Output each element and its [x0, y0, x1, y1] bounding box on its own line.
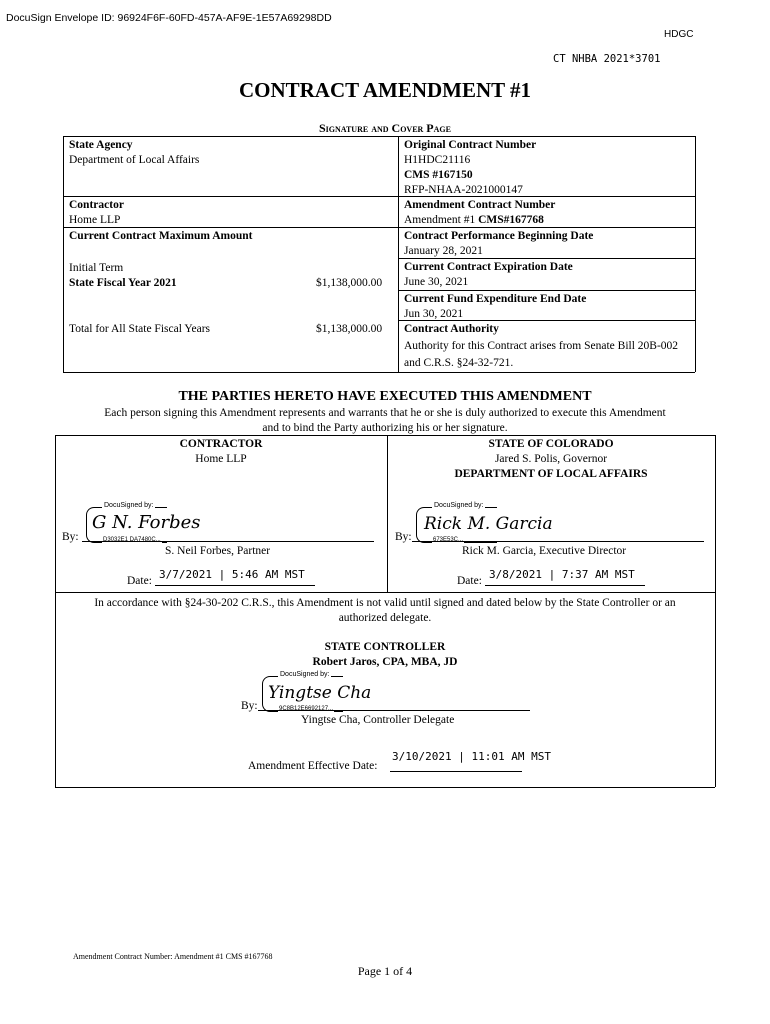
signature-id: D3032E1 DA7480C...	[103, 537, 161, 543]
page-number: Page 1 of 4	[357, 964, 413, 978]
performance-date-label: Contract Performance Beginning Date	[404, 230, 594, 242]
fund-end-date-label: Current Fund Expenditure End Date	[404, 293, 587, 305]
table-top-border	[63, 136, 695, 137]
ct-code: CT NHBA 2021*3701	[553, 53, 661, 65]
state-department: DEPARTMENT OF LOCAL AFFAIRS	[454, 468, 648, 480]
date-line	[155, 585, 315, 586]
total-label: Total for All State Fiscal Years	[69, 323, 211, 335]
parties-text-2: and to bind the Party authorizing his or her signature.	[262, 422, 508, 434]
authority-label: Contract Authority	[404, 323, 499, 335]
table-row-divider	[398, 290, 695, 291]
table-divider	[398, 136, 399, 372]
signature-box-top	[55, 435, 715, 436]
header-code: HDGC	[664, 29, 694, 40]
signature-line	[412, 541, 704, 542]
original-contract-label: Original Contract Number	[404, 139, 537, 151]
controller-heading: STATE CONTROLLER	[324, 641, 446, 653]
by-label: By:	[241, 700, 258, 712]
controller-signer: Yingtse Cha, Controller Delegate	[301, 714, 455, 726]
page-title: CONTRACT AMENDMENT #1	[238, 78, 532, 102]
effective-date-label: Amendment Effective Date:	[248, 760, 378, 772]
authority-line-2: and C.R.S. §24-32-721.	[404, 357, 514, 369]
expiration-date-value: June 30, 2021	[404, 276, 469, 288]
contractor-heading: CONTRACTOR	[179, 438, 263, 450]
by-label: By:	[395, 531, 412, 543]
fund-end-date-value: Jun 30, 2021	[404, 308, 464, 320]
state-governor: Jared S. Polis, Governor	[494, 453, 608, 465]
footer-amendment-number: Amendment Contract Number: Amendment #1 CMS #167768	[73, 952, 273, 961]
docusigned-label: DocuSigned by:	[280, 671, 330, 678]
expiration-date-label: Current Contract Expiration Date	[404, 261, 573, 273]
fiscal-year-amount: $1,138,000.00	[316, 277, 383, 289]
amendment-cms: CMS#167768	[478, 214, 544, 226]
amendment-number-label: Amendment Contract Number	[404, 199, 556, 211]
envelope-id: DocuSign Envelope ID: 96924F6F-60FD-457A-AF9E-1E57A69298DD	[6, 12, 332, 24]
state-heading: STATE OF COLORADO	[488, 438, 614, 450]
signature-line	[82, 541, 374, 542]
controller-notice-2: authorized delegate.	[338, 612, 432, 624]
docusigned-label: DocuSigned by:	[104, 502, 154, 509]
page-subtitle: Signature and Cover Page	[319, 121, 451, 135]
signature-line	[258, 710, 530, 711]
authority-line-1: Authority for this Contract arises from Senate Bill 20B-002	[404, 340, 679, 352]
controller-name: Robert Jaros, CPA, MBA, JD	[312, 656, 458, 668]
amendment-prefix: Amendment #1	[404, 214, 479, 226]
original-contract-rfp: RFP-NHAA-2021000147	[404, 184, 523, 196]
contractor-label: Contractor	[69, 199, 124, 211]
original-contract-number: H1HDC21116	[404, 154, 471, 166]
signature-box-bottom	[55, 787, 715, 788]
table-right-border	[695, 136, 696, 372]
table-bottom-border	[63, 372, 695, 373]
signature-box-right	[715, 435, 716, 787]
date-label: Date:	[457, 575, 482, 587]
contractor-value: Home LLP	[69, 214, 121, 226]
original-contract-cms: CMS #167150	[404, 169, 473, 181]
by-label: By:	[62, 531, 79, 543]
state-date: 3/8/2021 | 7:37 AM MST	[489, 568, 635, 581]
controller-signature: Yingtse Cha	[268, 683, 372, 703]
state-agency-label: State Agency	[69, 139, 133, 151]
contractor-name: Home LLP	[195, 453, 247, 465]
contractor-signer: S. Neil Forbes, Partner	[165, 545, 271, 557]
state-signature: Rick M. Garcia	[424, 514, 553, 534]
max-amount-label: Current Contract Maximum Amount	[69, 230, 253, 242]
initial-term-label: Initial Term	[69, 262, 124, 274]
amendment-number-value	[404, 213, 544, 228]
state-signer: Rick M. Garcia, Executive Director	[462, 545, 627, 557]
signature-id: 673E53C...	[433, 537, 464, 543]
effective-date-line	[390, 771, 522, 772]
parties-text-1: Each person signing this Amendment represents and warrants that he or she is duly authorized to execute this Amendment	[104, 407, 666, 419]
table-row-divider	[63, 196, 695, 197]
effective-date-value: 3/10/2021 | 11:01 AM MST	[392, 750, 551, 763]
signature-box-divider-h	[55, 592, 715, 593]
total-amount: $1,138,000.00	[316, 323, 383, 335]
docusigned-label: DocuSigned by:	[434, 502, 484, 509]
table-left-border	[63, 136, 64, 372]
performance-date-value: January 28, 2021	[404, 245, 483, 257]
date-label: Date:	[127, 575, 152, 587]
fiscal-year-label: State Fiscal Year 2021	[69, 277, 177, 289]
parties-heading: THE PARTIES HERETO HAVE EXECUTED THIS AMENDMENT	[178, 389, 592, 404]
signature-id: 9C8B12E6692127...	[279, 706, 334, 712]
state-agency-value: Department of Local Affairs	[69, 154, 200, 166]
controller-notice-1: In accordance with §24-30-202 C.R.S., this Amendment is not valid until signed and dated below by the State Controller or an	[94, 597, 676, 609]
contractor-date: 3/7/2021 | 5:46 AM MST	[159, 568, 305, 581]
contractor-signature: G N. Forbes	[92, 512, 201, 533]
date-line	[485, 585, 645, 586]
